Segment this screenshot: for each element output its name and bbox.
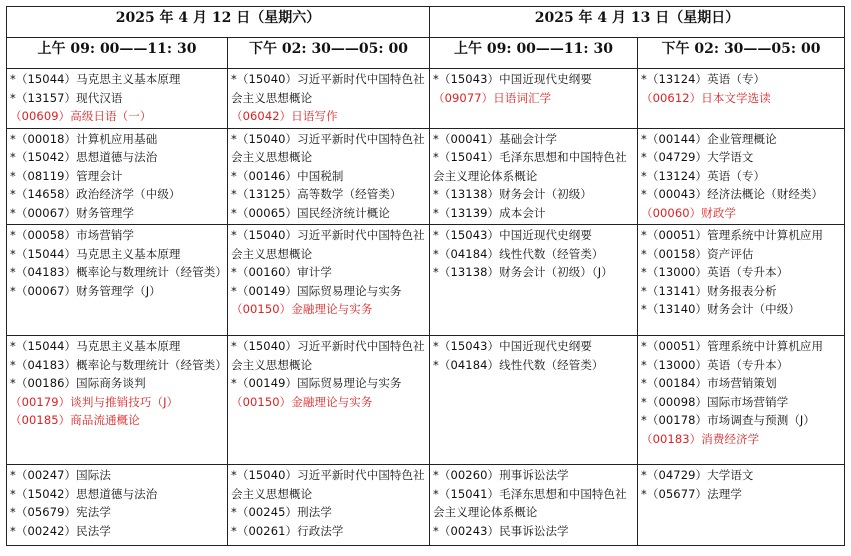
course-item: *（15040）习近平新时代中国特色社会主义思想概论 — [231, 72, 425, 105]
course-item: *（00149）国际贸易理论与实务 — [231, 376, 402, 390]
course-item: *（00260）刑事诉讼法学 — [433, 468, 569, 482]
course-item-highlighted: （00612）日本文学选读 — [641, 90, 771, 105]
course-item: *（15043）中国近现代史纲要 — [433, 228, 592, 242]
course-item: *（00051）管理系统中计算机应用 — [641, 228, 824, 242]
schedule-cell — [638, 69, 845, 129]
course-item: *（13157）现代汉语 — [10, 90, 123, 105]
schedule-cell — [430, 336, 638, 465]
schedule-cell — [7, 69, 228, 129]
course-item: *（13125）高等数学（经管类） — [231, 187, 402, 201]
course-item: *（04183）概率论与数理统计（经管类） — [10, 265, 227, 279]
schedule-cell — [638, 336, 845, 465]
course-item: *（15040）习近平新时代中国特色社会主义思想概论 — [231, 131, 425, 164]
course-item: *（00058）市场营销学 — [10, 228, 135, 242]
time-slot-header: 上午 09: 00——11: 30 — [430, 38, 638, 69]
course-item: *（15044）马克思主义基本原理 — [10, 246, 181, 261]
course-item: *（13000）英语（专升本） — [641, 265, 789, 279]
course-item: *（15043）中国近现代史纲要 — [433, 339, 592, 353]
course-item: *（00149）国际贸易理论与实务 — [231, 283, 402, 298]
course-item: *（14658）政治经济学（中级） — [10, 187, 181, 201]
schedule-cell — [638, 225, 845, 336]
course-item: *（00041）基础会计学 — [433, 131, 558, 146]
course-item: *（05679）宪法学 — [10, 505, 111, 519]
course-item-highlighted: （00150）金融理论与实务 — [231, 394, 373, 409]
course-item-highlighted: （00179）谈判与推销技巧（J） — [10, 394, 179, 409]
date-header-row — [7, 7, 845, 38]
schedule-cell — [7, 225, 228, 336]
course-item: *（04184）线性代数（经管类） — [433, 357, 604, 372]
schedule-cell — [638, 128, 845, 225]
course-item: *（04183）概率论与数理统计（经管类） — [10, 357, 227, 372]
course-item: *（13124）英语（专） — [641, 72, 766, 86]
schedule-cell — [228, 465, 430, 546]
course-item: *（13140）财务会计（中级） — [641, 302, 800, 316]
course-item: *（08119）管理会计 — [10, 168, 123, 183]
course-item: *（00245）刑法学 — [231, 505, 332, 519]
course-item: *（00146）中国税制 — [231, 168, 344, 183]
schedule-cell — [7, 128, 228, 225]
schedule-row — [7, 336, 845, 465]
schedule-row — [7, 465, 845, 546]
schedule-cell — [228, 336, 430, 465]
schedule-cell — [7, 465, 228, 546]
course-item: *（00065）国民经济统计概论 — [231, 205, 390, 220]
schedule-cell — [7, 336, 228, 465]
course-item: *（15041）毛泽东思想和中国特色社会主义理论体系概论 — [433, 150, 627, 183]
course-item-highlighted: （06042）日语写作 — [231, 109, 338, 123]
course-item-highlighted: （00150）金融理论与实务 — [231, 302, 373, 316]
schedule-cell — [430, 69, 638, 129]
course-item: *（15040）习近平新时代中国特色社会主义思想概论 — [231, 228, 425, 261]
course-item: *（13139）成本会计 — [433, 205, 546, 220]
course-item: *（00051）管理系统中计算机应用 — [641, 339, 824, 353]
schedule-cell — [430, 128, 638, 225]
schedule-cell — [228, 225, 430, 336]
schedule-row — [7, 225, 845, 336]
course-item: *（15044）马克思主义基本原理 — [10, 72, 181, 86]
course-item: *（13124）英语（专） — [641, 168, 766, 183]
course-item: *（00160）审计学 — [231, 265, 332, 279]
date-header-day1: 2025 年 4 月 12 日（星期六） — [7, 7, 430, 38]
course-item-highlighted: （00060）财政学 — [641, 205, 737, 220]
schedule-body — [7, 69, 845, 546]
time-slot-header: 上午 09: 00——11: 30 — [7, 38, 228, 69]
course-item-highlighted: （00183）消费经济学 — [641, 431, 760, 446]
course-item: *（15044）马克思主义基本原理 — [10, 339, 181, 353]
course-item: *（15043）中国近现代史纲要 — [433, 72, 592, 86]
schedule-row — [7, 128, 845, 225]
course-item: *（15041）毛泽东思想和中国特色社会主义理论体系概论 — [433, 486, 627, 519]
course-item: *（00186）国际商务谈判 — [10, 376, 146, 390]
course-item-highlighted: （00185）商品流通概论 — [10, 413, 140, 427]
course-item-highlighted: （00609）高级日语（一） — [10, 109, 152, 123]
date-header-day2: 2025 年 4 月 13 日（星期日） — [430, 7, 845, 38]
course-item: *（00261）行政法学 — [231, 523, 344, 538]
course-item: *（04729）大学语文 — [641, 468, 754, 482]
course-item: *（00098）国际市场营销学 — [641, 394, 789, 409]
course-item: *（13000）英语（专升本） — [641, 357, 789, 372]
course-item: *（15040）习近平新时代中国特色社会主义思想概论 — [231, 339, 425, 372]
course-item: *（00243）民事诉讼法学 — [433, 523, 569, 538]
course-item: *（00067）财务管理学 — [10, 205, 135, 220]
time-slot-header: 下午 02: 30——05: 00 — [638, 38, 845, 69]
schedule-cell — [430, 225, 638, 336]
course-item: *（15042）思想道德与法治 — [10, 486, 158, 501]
time-header-row — [7, 38, 845, 69]
schedule-cell — [228, 128, 430, 225]
schedule-cell — [228, 69, 430, 129]
course-item: *（00158）资产评估 — [641, 246, 754, 261]
course-item: *（13138）财务会计（初级） — [433, 187, 592, 201]
course-item: *（04729）大学语文 — [641, 150, 754, 164]
course-item: *（05677）法理学 — [641, 486, 742, 501]
course-item: *（00018）计算机应用基础 — [10, 131, 158, 146]
course-item: *（00184）市场营销策划 — [641, 376, 777, 390]
course-item-highlighted: （09077）日语词汇学 — [433, 90, 552, 105]
course-item: *（00242）民法学 — [10, 523, 111, 538]
schedule-cell — [430, 465, 638, 546]
exam-schedule-table — [6, 6, 845, 546]
schedule-cell — [638, 465, 845, 546]
schedule-row — [7, 69, 845, 129]
course-item: *（00144）企业管理概论 — [641, 131, 777, 146]
course-item: *（13138）财务会计（初级）（J） — [433, 265, 613, 279]
course-item: *（00043）经济法概论（财经类） — [641, 187, 824, 201]
time-slot-header: 下午 02: 30——05: 00 — [228, 38, 430, 69]
course-item: *（04184）线性代数（经管类） — [433, 246, 604, 261]
course-item: *（00067）财务管理学（J） — [10, 283, 161, 298]
course-item: *（15042）思想道德与法治 — [10, 150, 158, 164]
course-item: *（15040）习近平新时代中国特色社会主义思想概论 — [231, 468, 425, 501]
course-item: *（13141）财务报表分析 — [641, 283, 777, 298]
course-item: *（00178）市场调查与预测（J） — [641, 413, 816, 427]
course-item: *（00247）国际法 — [10, 468, 111, 482]
